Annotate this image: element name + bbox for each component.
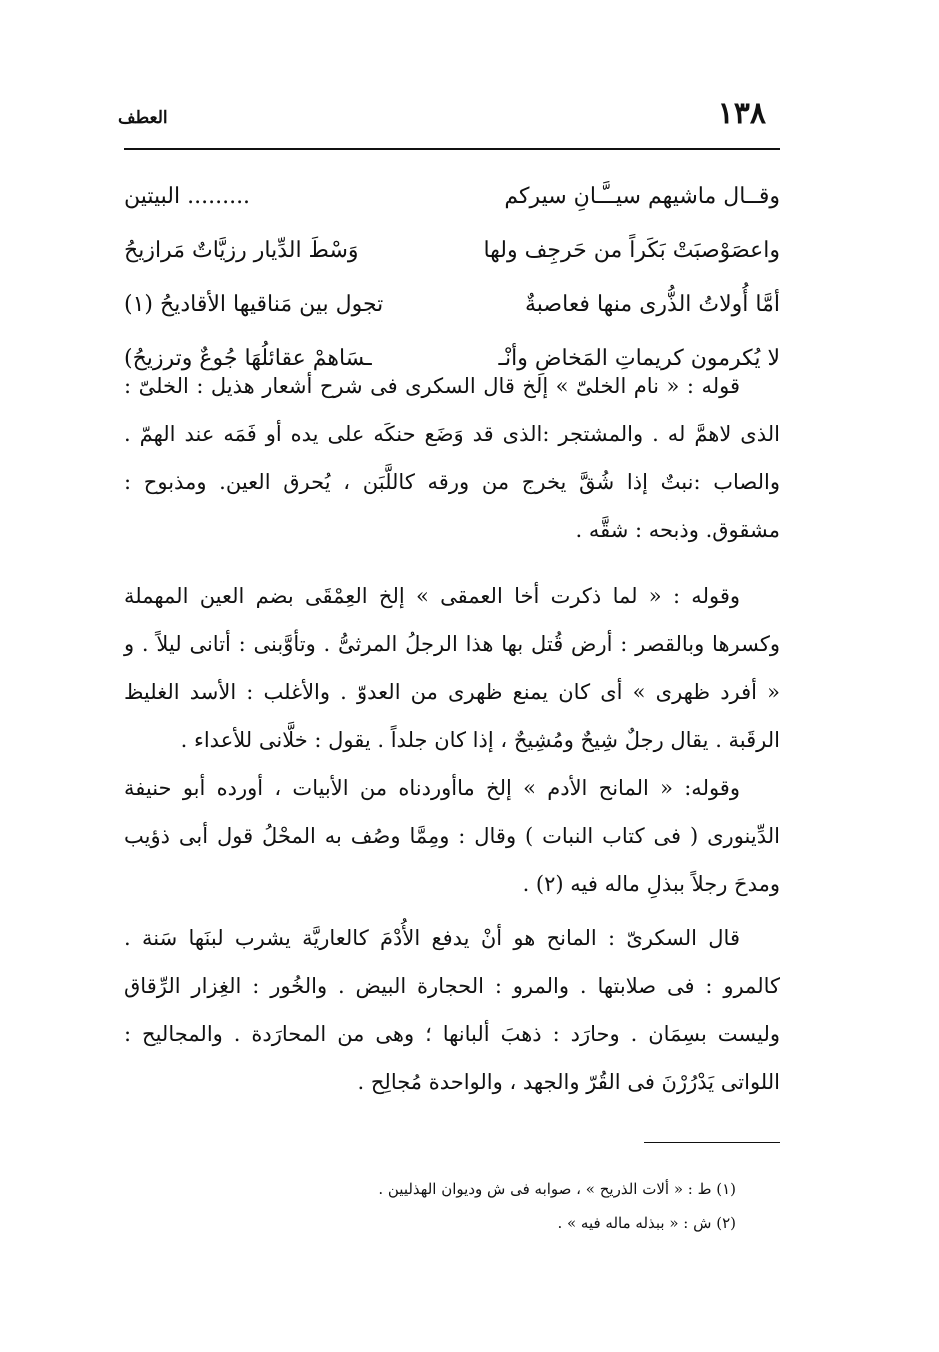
verse-first-half: لا يُكرمون كريماتِ المَخاضِ وأنْـ <box>498 346 780 371</box>
verse-second-half: ......... البيتين <box>124 184 251 209</box>
commentary-paragraph <box>124 914 780 1106</box>
footnote-rule <box>644 1142 780 1143</box>
footnote: (٢) ش : « ببذله ماله فيه » . <box>557 1214 736 1232</box>
commentary-paragraph <box>124 764 780 908</box>
running-head: العطف <box>118 108 168 128</box>
verse-second-half: تجول بين مَناقيها الأقاديحُ (١) <box>124 292 384 317</box>
verse-second-half: وَسْطَ الدِّيار رزيَّاتٌ مَرازيحُ <box>124 238 359 263</box>
commentary-paragraph <box>124 572 780 764</box>
verse-second-half: ـسَاهمْ عقائلُهَا جُوعٌ وترزيحُ) <box>124 346 372 371</box>
verse-row <box>124 224 780 278</box>
paragraph-text: وقوله: « المانح الأدم » إلخ ماأوردناه من الأبيات ، أورده أبو حنيفة الدِّينورى ( فى كتاب النبات ) وقال : ومِمَّا وصُف به المحْلُ قول أبى ذؤيب ومدحَ رجلاً ببذلِ ماله فيه (٢) . <box>124 776 780 896</box>
verse-first-half: واعصَوْصبَتْ بَكَراً من حَرجِف ولها <box>483 238 780 263</box>
footnote: (١) ط : « ألات الذريح » ، صوابه فى ش وديوان الهذليين . <box>378 1180 736 1198</box>
verse-row <box>124 170 780 224</box>
verse-first-half: وقــال ماشيهم سيــَّـانِ سيركم <box>504 184 780 209</box>
footnotes <box>124 1172 736 1240</box>
paragraph-text: وقوله : « لما ذكرت أخا العمقى » إلخ العِمْقَى بضم العين المهملة وكسرها وبالقصر : أرض قُتل بها هذا الرجلُ المرثىُّ . وتأوَّبنى : أتانى ليلاً . و « أفرد ظهرى » أى كان يمنع ظهرى من العدوّ . والأغلب : الأسد الغليظ الرقَبة . يقال رجلٌ شِيحٌ ومُشِيحٌ ، إذا كان جلداً . يقول : خلَّانى للأعداء . <box>124 584 780 752</box>
paragraph-text: قال السكرىّ : المانح هو أنْ يدفع الأُدْمَ كالعاريَّة يشرب لبنَها سَنة . كالمرو : فى صلابتها . والمرو : الحجارة البيض . والخُور : الغِزار الرِّقاق وليست بسِمَان . وحارَد : ذهبَ ألبانها ؛ وهى من المحارَدة . والمجاليح : اللواتى يَدْرُرْنَ فى القُرّ والجهد ، والواحدة مُجالِح . <box>124 926 780 1094</box>
paragraph-text: قوله : « نام الخلىّ » إلخ قال السكرى فى شرح أشعار هذيل : الخلىّ : الذى لاهمَّ له . والمشتجر :الذى قد وَضَع حنكَه على يده أو فَمَه عند الهمّ . والصاب :نبتٌ إذا شُقَّ يخرج من ورقه كاللَّبَن ، يُحرق العين. ومذبوح : مشقوق. وذبحه : شقَّه . <box>124 374 780 542</box>
header-rule <box>124 148 780 150</box>
verse-row <box>124 278 780 332</box>
verse-first-half: أمَّا أُولاتُ الذُّرى منها فعاصبةٌ <box>525 292 780 317</box>
page-number: ١٣٨ <box>717 96 766 131</box>
commentary-paragraph <box>124 362 780 554</box>
verse-block <box>124 170 780 386</box>
